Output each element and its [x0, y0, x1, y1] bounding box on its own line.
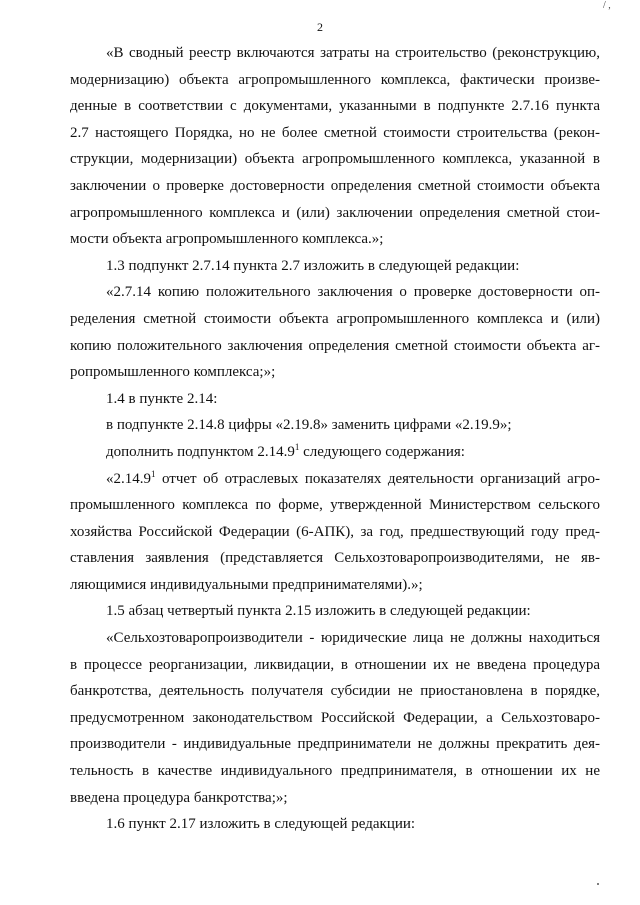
text-line: в подпункте 2.14.8 цифры «2.19.8» заменить цифрами «2.19.9»; — [106, 417, 512, 434]
text-line: копию положительного заключения определения сметной стоимости объекта аг- — [70, 337, 600, 354]
paragraph — [70, 253, 600, 280]
text-line: 1.3 подпункт 2.7.14 пункта 2.7 изложить в следующей редакции: — [106, 257, 520, 274]
text-line: заключении о проверке достоверности определения сметной стоимости объекта — [70, 177, 600, 194]
paragraph — [70, 386, 600, 413]
text-line: ставления заявления (представляется Сельхозтоваропроизводителями, не яв- — [70, 550, 600, 567]
paragraph — [70, 412, 600, 439]
superscript: 1 — [151, 468, 156, 479]
text-line: предусмотренном законодательством Российской Федерации, а Сельхозтоваро- — [70, 709, 600, 726]
paragraph — [70, 811, 600, 838]
text-line: «В сводный реестр включаются затраты на строительство (реконструкцию, — [106, 45, 600, 61]
document-body — [70, 40, 600, 838]
text-line: 1.6 пункт 2.17 изложить в следующей редакции: — [106, 816, 416, 833]
text-line: 1.5 абзац четвертый пункта 2.15 изложить в следующей редакции: — [106, 603, 531, 620]
paragraph — [70, 439, 600, 466]
paragraph — [70, 625, 600, 811]
text-line: производители - индивидуальные предприниматели не должны прекратить дея- — [70, 736, 600, 753]
paragraph — [70, 466, 600, 599]
text-line: 2.7 настоящего Порядка, но не более сметной стоимости строительства (рекон- — [70, 124, 600, 141]
text-span: отчет об отраслевых показателях деятельности организаций агро- — [155, 470, 600, 487]
text-line: в процессе реорганизации, ликвидации, в отношении их не введена процедура — [70, 656, 600, 673]
text-line: 1.4 в пункте 2.14: — [106, 390, 218, 407]
corner-mark: / , — [603, 0, 611, 11]
page-number: 2 — [317, 20, 323, 34]
margin-mark — [597, 883, 599, 885]
paragraph — [70, 598, 600, 625]
text-line: промышленного комплекса по форме, утвержденной Министерством сельского — [70, 497, 600, 514]
paragraph — [70, 279, 600, 385]
text-line: банкротства, деятельность получателя субсидии не приостановлена в порядке, — [70, 683, 600, 700]
text-line: мости объекта агропромышленного комплекса.»; — [70, 231, 384, 248]
text-span: следующего содержания: — [299, 443, 465, 460]
text-line: ределения сметной стоимости объекта агропромышленного комплекса и (или) — [70, 310, 600, 327]
text-line: введена процедура банкротства;»; — [70, 789, 288, 806]
text-span: дополнить подпунктом 2.14.9 — [106, 443, 295, 460]
text-line: ропромышленного комплекса;»; — [70, 364, 276, 381]
text-line: модернизацию) объекта агропромышленного комплекса, фактически произве- — [70, 71, 600, 88]
text-line: «2.7.14 копию положительного заключения о проверке достоверности оп- — [106, 284, 600, 301]
text-line — [70, 439, 600, 466]
text-line: струкции, модернизации) объекта агропромышленного комплекса, указанной в — [70, 151, 600, 168]
text-line: хозяйства Российской Федерации (6-АПК), за год, предшествующий году пред- — [70, 523, 600, 540]
text-line: «Сельхозтоваропроизводители - юридические лица не должны находиться — [106, 630, 600, 647]
superscript: 1 — [294, 441, 300, 452]
paragraph — [70, 40, 600, 253]
text-line: денные в соответствии с документами, указанными в подпункте 2.7.16 пункта — [70, 98, 600, 115]
text-line: тельность в качестве индивидуального предпринимателя, в отношении их не — [70, 763, 600, 780]
text-line: агропромышленного комплекса и (или) заключении определения сметной стои- — [70, 204, 600, 221]
text-line — [70, 466, 600, 493]
text-line: ляющимися индивидуальными предпринимателями).»; — [70, 576, 423, 593]
text-span: «2.14.9 — [106, 470, 151, 487]
